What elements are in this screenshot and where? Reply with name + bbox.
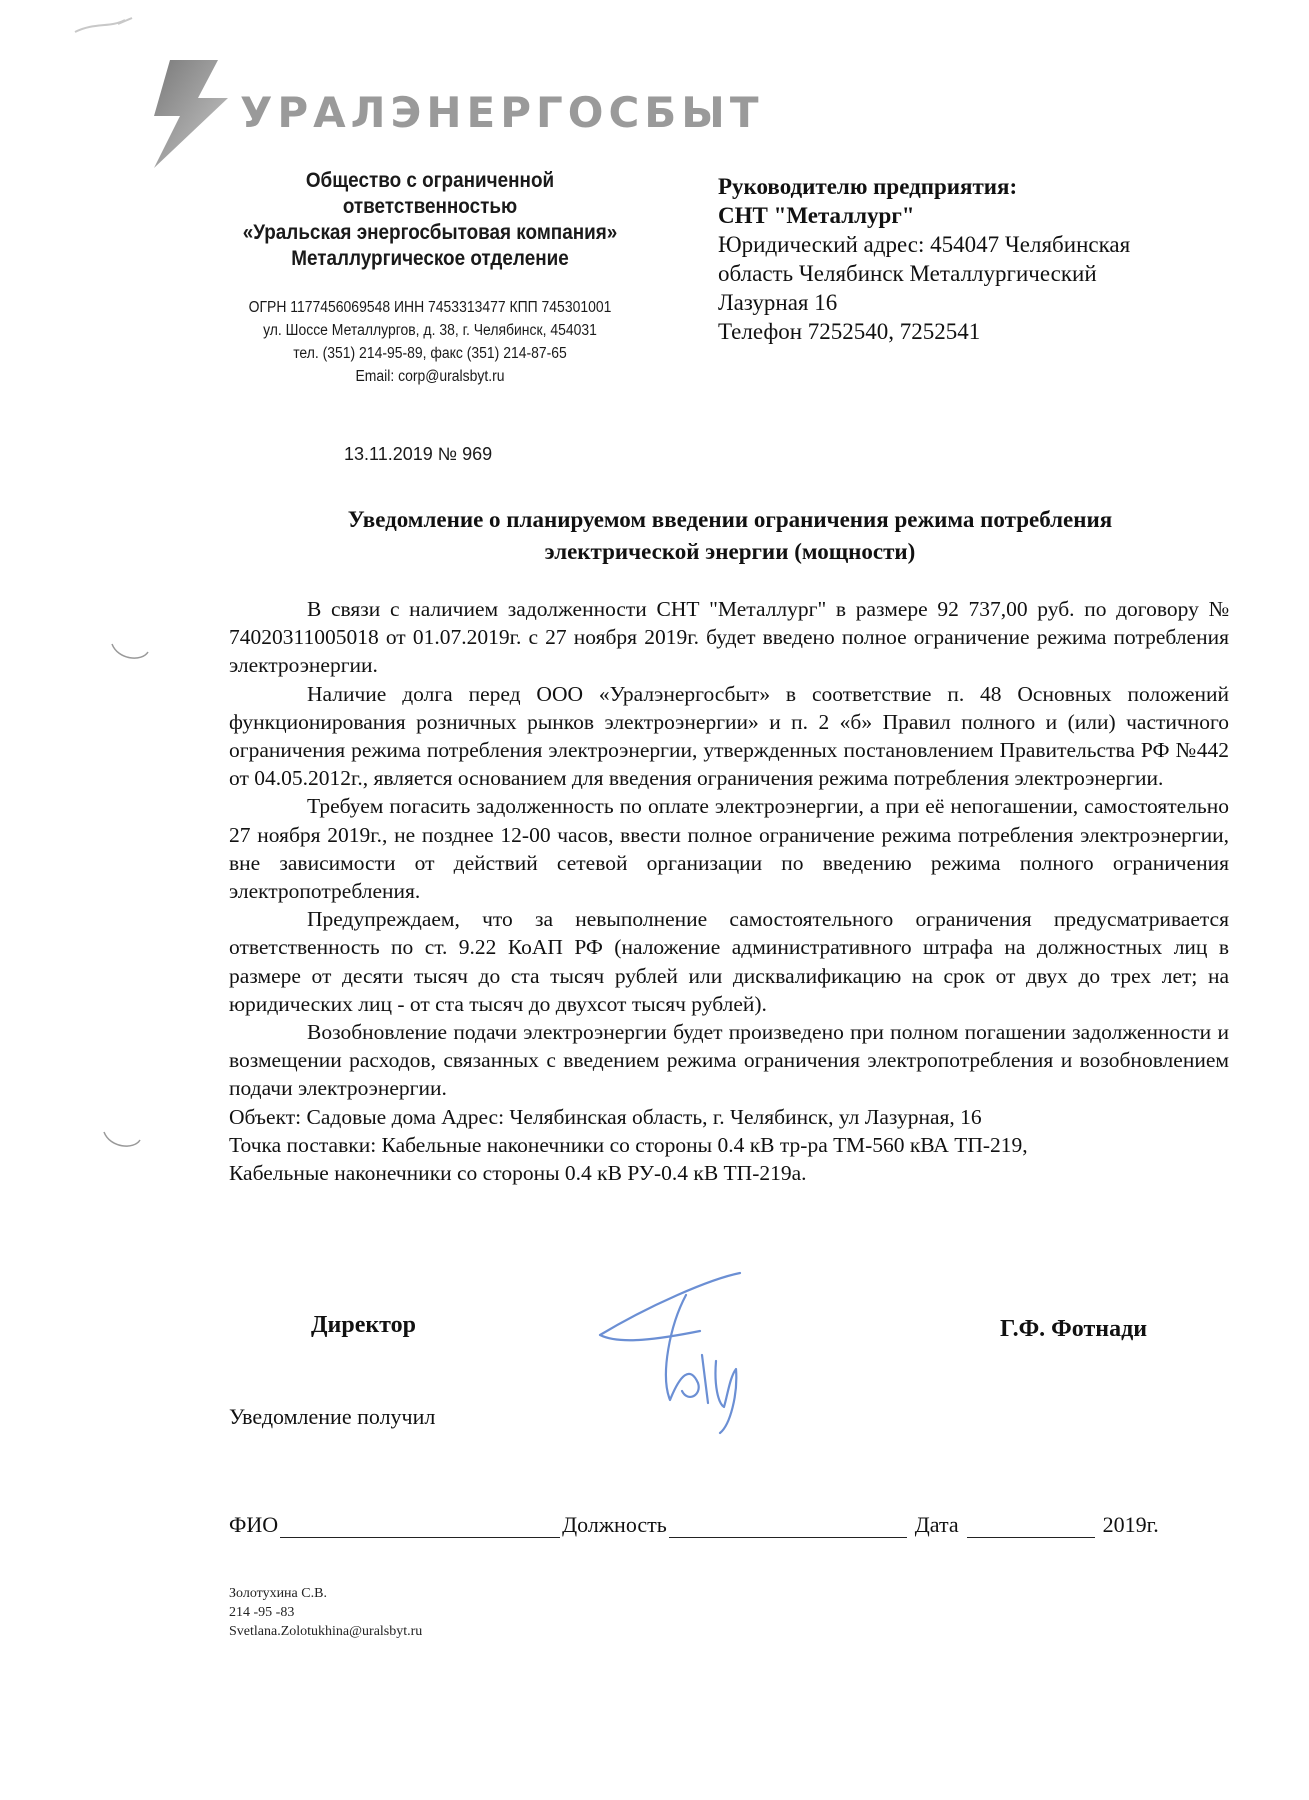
punch-hole-mark: [108, 640, 152, 664]
recipient-line: область Челябинск Металлургический: [718, 261, 1097, 286]
scan-artifact: [70, 10, 160, 40]
recipient-line: Юридический адрес: 454047 Челябинская: [718, 232, 1131, 257]
body-paragraph: Требуем погасить задолженность по оплате электроэнергии, а при её непогашении, самостоятельно 27 ноября 2019г., не позднее 12-00 часов, ввести полное ограничение режима потребления электроэнергии, вне зависимости от действий сетевой организации по введению режима полного ограничения электропотребления.: [229, 794, 1229, 904]
org-line: Металлургическое отделение: [291, 247, 569, 270]
position-label: Должность: [562, 1512, 667, 1537]
receipt-label: Уведомление получил: [229, 1404, 436, 1429]
document-title: [230, 504, 1230, 568]
receipt-form: [229, 1512, 1229, 1538]
recipient-phone: Телефон 7252540, 7252541: [718, 319, 981, 344]
executor-name: Золотухина С.В.: [229, 1586, 327, 1601]
recipient-line: Лазурная 16: [718, 290, 838, 315]
supply-point-line: Точка поставки: Кабельные наконечники со стороны 0.4 кВ тр-ра ТМ-560 кВА ТП-219,: [229, 1132, 1028, 1157]
fio-label: ФИО: [229, 1512, 279, 1537]
signer-name: Г.Ф. Фотнади: [1000, 1316, 1148, 1342]
position-field[interactable]: [669, 1517, 907, 1538]
organization-details: [241, 296, 619, 388]
document-number: 13.11.2019 № 969: [344, 444, 493, 464]
org-line: Общество с ограниченной: [305, 169, 555, 192]
supply-point-line: Кабельные наконечники со стороны 0.4 кВ РУ-0.4 кВ ТП-219а.: [229, 1161, 807, 1186]
body-paragraph: Возобновление подачи электроэнергии будет произведено при полном погашении задолженности и возмещении расходов, связанных с введением режима ограничения электропотребления и возобновлением подачи электроэнергии.: [229, 1020, 1229, 1101]
body-paragraph: Предупреждаем, что за невыполнение самостоятельного ограничения предусматривается ответственность по ст. 9.22 КоАП РФ (наложение административного штрафа на должностных лиц в размере от десяти тысяч до ста тысяч рублей или дисквалификацию на срок от двух до трех лет; на юридических лиц - от ста тысяч до двухсот тысяч рублей).: [229, 907, 1229, 1016]
org-line: ответственностью: [342, 195, 518, 218]
lightning-logo-icon: [140, 60, 240, 170]
date-label: Дата: [914, 1512, 959, 1537]
recipient-name: СНТ "Металлург": [718, 203, 915, 228]
executor-phone: 214 -95 -83: [229, 1605, 295, 1620]
company-logo: [140, 60, 764, 170]
executor-email: Svetlana.Zolotukhina@uralsbyt.ru: [229, 1624, 423, 1639]
date-field[interactable]: [967, 1517, 1095, 1538]
title-line: электрической энергии (мощности): [544, 539, 916, 564]
organization-name: [241, 168, 619, 272]
org-address: ул. Шоссе Металлургов, д. 38, г. Челябинск, 454031: [263, 322, 597, 339]
org-registration: ОГРН 1177456069548 ИНН 7453313477 КПП 745301001: [248, 299, 612, 316]
sender-block: [220, 168, 640, 388]
signer-position: Директор: [311, 1312, 416, 1338]
body-paragraph: В связи с наличием задолженности СНТ "Металлург" в размере 92 737,00 руб. по договору № 74020311005018 от 01.07.2019г. с 27 ноября 2019г. будет введено полное ограничение режима потребления электроэнергии.: [229, 597, 1229, 678]
executor-contact: [229, 1584, 422, 1641]
recipient-block: [718, 172, 1238, 346]
handwritten-signature: [590, 1265, 800, 1435]
title-line: Уведомление о планируемом введении ограничения режима потребления: [347, 507, 1113, 532]
year-suffix: 2019г.: [1102, 1512, 1159, 1537]
logo-wordmark: УРАЛЭНЕРГОСБЫТ: [240, 88, 764, 137]
object-line: Объект: Садовые дома Адрес: Челябинская область, г. Челябинск, ул Лазурная, 16: [229, 1104, 982, 1129]
org-email: Email: corp@uralsbyt.ru: [355, 368, 505, 385]
org-phone: тел. (351) 214-95-89, факс (351) 214-87-65: [293, 345, 567, 362]
punch-hole-mark: [100, 1128, 144, 1152]
letter-body: [229, 595, 1229, 1187]
recipient-title: Руководителю предприятия:: [718, 174, 1018, 199]
org-line: «Уральская энергосбытовая компания»: [242, 221, 618, 244]
fio-field[interactable]: [280, 1517, 560, 1538]
body-paragraph: Наличие долга перед ООО «Уралэнергосбыт» в соответствие п. 48 Основных положений функционирования розничных рынков электроэнергии» и п. 2 «б» Правил полного и (или) частичного ограничения режима потребления электроэнергии, утвержденных постановлением Правительства РФ №442 от 04.05.2012г., является основанием для введения ограничения режима потребления электроэнергии.: [229, 681, 1229, 791]
